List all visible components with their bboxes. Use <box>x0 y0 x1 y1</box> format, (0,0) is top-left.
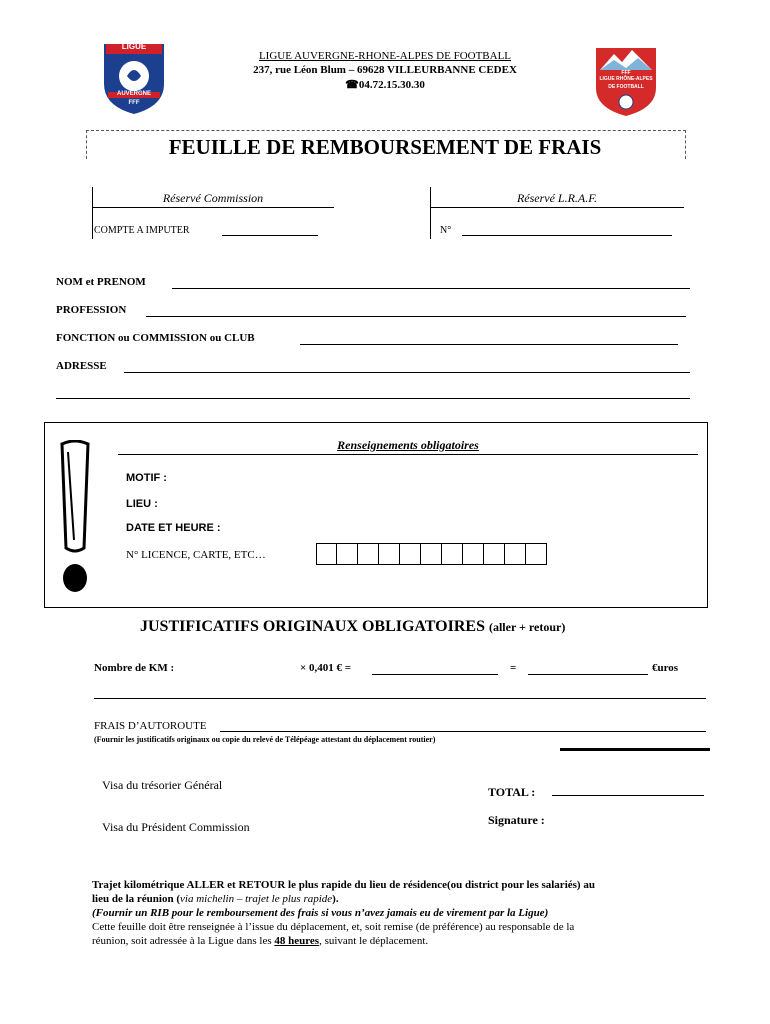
profession-label: PROFESSION <box>56 304 127 316</box>
header-phone-row <box>200 78 570 91</box>
date-label: DATE ET HEURE : <box>126 522 221 534</box>
licence-cell[interactable] <box>442 543 463 565</box>
licence-cell[interactable] <box>379 543 400 565</box>
right-logo-line2: DE FOOTBALL <box>608 84 644 90</box>
numero-label: N° <box>440 225 452 236</box>
mandatory-title: Renseignements obligatoires <box>337 438 479 452</box>
fonction-field[interactable] <box>300 344 678 345</box>
fonction-label: FONCTION ou COMMISSION ou CLUB <box>56 332 255 344</box>
header-phone: 04.72.15.30.30 <box>358 79 425 91</box>
total-label: TOTAL : <box>488 785 536 799</box>
right-logo-line1: LIGUE RHÔNE-ALPES <box>599 76 653 82</box>
lieu-label: LIEU : <box>126 498 158 510</box>
licence-cell[interactable] <box>337 543 358 565</box>
reserved-lraf-rule <box>430 207 684 208</box>
footer-l5c: , suivant le déplacement. <box>319 935 429 947</box>
compte-field[interactable] <box>222 235 318 236</box>
euros-field[interactable] <box>528 674 648 675</box>
reserved-lraf-title: Réservé L.R.A.F. <box>516 191 598 205</box>
justif-title: JUSTIFICATIFS ORIGINAUX OBLIGATOIRES <box>140 618 485 635</box>
page-title: FEUILLE DE REMBOURSEMENT DE FRAIS <box>168 135 602 159</box>
profession-field[interactable] <box>146 316 686 317</box>
euros-label: €uros <box>652 662 679 674</box>
tresorier-label: Visa du trésorier Général <box>102 778 223 792</box>
licence-cell[interactable] <box>526 543 547 565</box>
licence-cell[interactable] <box>400 543 421 565</box>
left-logo-mid: AUVERGNE <box>116 91 151 97</box>
footer-line-1: Trajet kilométrique ALLER et RETOUR le plus rapide du lieu de résidence(ou district pour les salariés) au <box>92 879 595 891</box>
justif-title-row <box>140 618 565 636</box>
licence-cell[interactable] <box>358 543 379 565</box>
footer-l5a: réunion, soit adressée à la Ligue dans les <box>92 935 275 947</box>
thick-divider <box>560 748 710 751</box>
licence-cell[interactable] <box>316 543 337 565</box>
footer-line-2 <box>92 892 702 906</box>
nom-label: NOM et PRENOM <box>56 276 146 288</box>
km-label: Nombre de KM : <box>94 662 175 674</box>
footer-l2a: lieu de la réunion ( <box>92 893 181 905</box>
compte-label: COMPTE A IMPUTER <box>94 225 190 236</box>
adresse-field-2[interactable] <box>56 398 690 399</box>
footer-l5b: 48 heures <box>274 935 320 947</box>
header-address: 237, rue Léon Blum – 69628 VILLEURBANNE CEDEX <box>253 64 517 76</box>
footer-line-3: (Fournir un RIB pour le remboursement des frais si vous n’avez jamais eu de virement par la Ligue) <box>92 907 549 919</box>
mandatory-title-rule <box>118 454 698 455</box>
left-logo-bottom: FFF <box>128 100 140 106</box>
licence-cell[interactable] <box>505 543 526 565</box>
adresse-field[interactable] <box>124 372 690 373</box>
licence-cells[interactable] <box>316 543 547 565</box>
licence-cell[interactable] <box>484 543 505 565</box>
president-label: Visa du Président Commission <box>102 820 250 834</box>
licence-cell[interactable] <box>421 543 442 565</box>
header-org: LIGUE AUVERGNE-RHONE-ALPES DE FOOTBALL <box>258 50 512 62</box>
footer-line-4: Cette feuille doit être renseignée à l’issue du déplacement, et, soit remise (de préférence) au responsable de la <box>92 921 575 933</box>
reserved-commission-title: Réservé Commission <box>162 191 264 205</box>
justif-suffix: (aller + retour) <box>488 620 566 634</box>
motif-label: MOTIF : <box>126 472 167 484</box>
numero-field[interactable] <box>462 235 672 236</box>
left-logo-top: LIGUE <box>121 42 147 51</box>
signature-label: Signature : <box>488 813 545 827</box>
exclamation-icon <box>50 440 100 600</box>
justif-rule <box>94 698 706 699</box>
right-logo-badge: FFF <box>621 70 631 76</box>
telephone-icon: ☎ <box>345 79 359 91</box>
footer-l2b: via michelin – trajet le plus rapide <box>180 893 333 905</box>
autoroute-note: (Fournir les justificatifs originaux ou copie du relevé de Télépéage attestant du déplacement routier) <box>94 735 436 744</box>
reserved-commission-rule <box>92 207 334 208</box>
licence-cell[interactable] <box>463 543 484 565</box>
footer-l2c: ). <box>332 893 339 905</box>
adresse-label: ADRESSE <box>56 360 107 372</box>
footer-line-5 <box>92 934 702 948</box>
licence-label: N° LICENCE, CARTE, ETC… <box>126 549 266 561</box>
total-field[interactable] <box>552 795 704 796</box>
km-rate: × 0,401 € = <box>300 662 352 674</box>
nom-field[interactable] <box>172 288 690 289</box>
footer-notes <box>92 878 702 948</box>
autoroute-label: FRAIS D’AUTOROUTE <box>94 720 207 732</box>
km-result-field[interactable] <box>372 674 498 675</box>
km-eq: = <box>510 662 517 674</box>
autoroute-field[interactable] <box>220 731 706 732</box>
